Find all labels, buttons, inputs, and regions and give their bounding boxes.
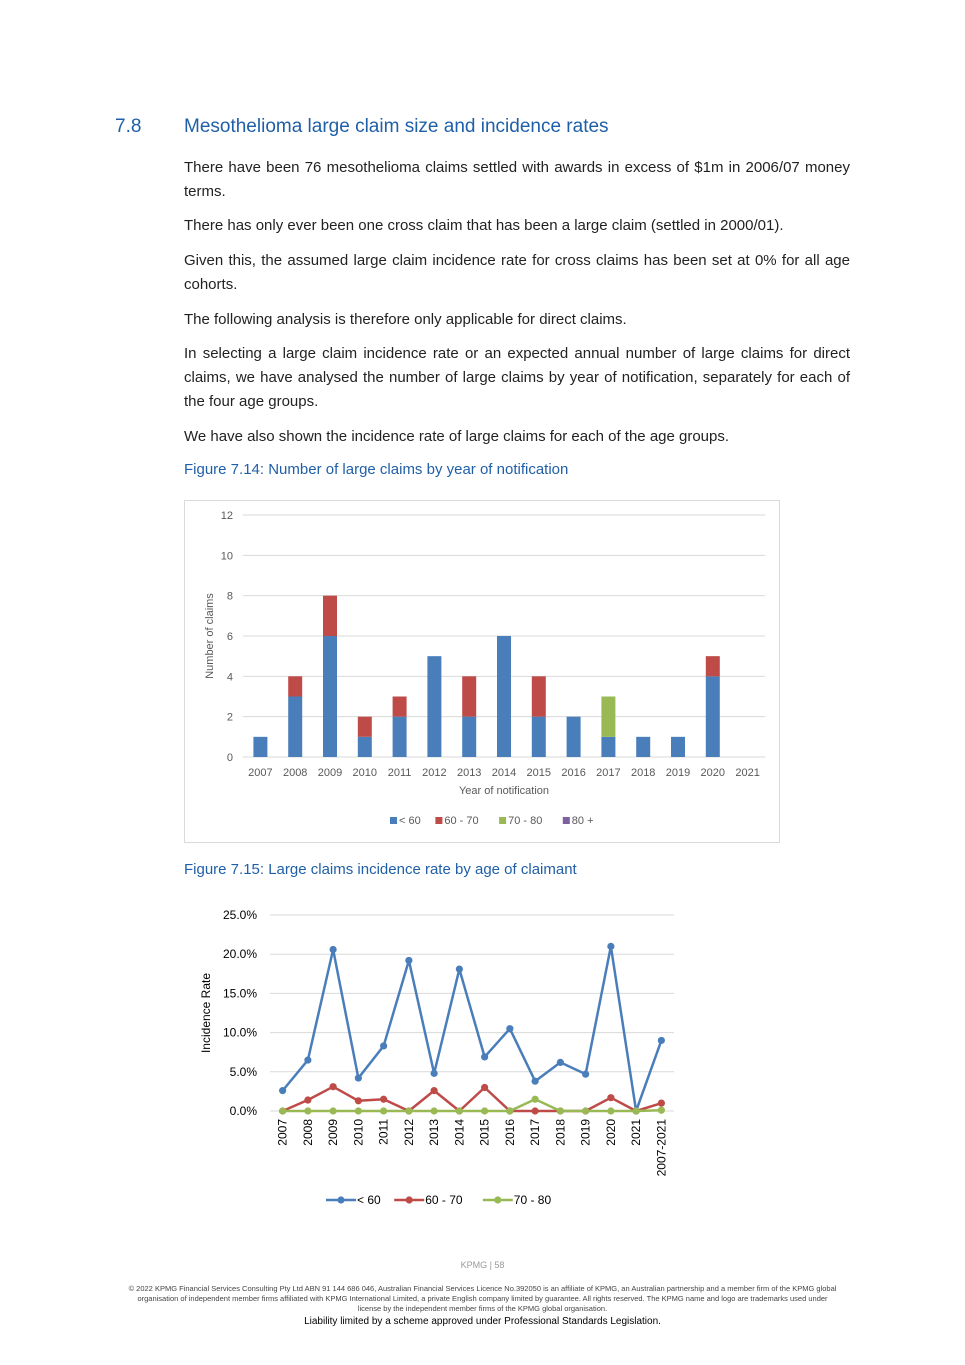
point-60-2012 — [405, 957, 412, 964]
paragraph-incidence: We have also shown the incidence rate of large claims for each of the age groups. — [184, 428, 730, 445]
point-6070-2017 — [532, 1107, 539, 1114]
bar-2015-60 — [532, 717, 546, 757]
point-60-2019 — [582, 1071, 589, 1078]
x-tick-label: 2018 — [630, 767, 656, 779]
point-7080-2014 — [456, 1107, 463, 1114]
paragraph-analysis-scope: The following analysis is therefore only applicable for direct claims. — [184, 311, 627, 328]
y-tick-label: 0.0% — [229, 1104, 257, 1118]
bar-2011-60 — [393, 717, 407, 757]
bar-2020-6070 — [706, 656, 720, 676]
point-6070-2008 — [304, 1096, 311, 1103]
bar-2015-6070 — [532, 676, 546, 716]
point-7080-2009 — [330, 1107, 337, 1114]
x-tick-label: 2021 — [735, 767, 760, 779]
y-tick-label: 10 — [220, 550, 233, 563]
x-tick-label: 2008 — [282, 767, 308, 779]
bar-2012-60 — [427, 656, 441, 757]
x-tick-label: 2009 — [326, 1119, 341, 1146]
x-tick-label: 2017 — [596, 767, 621, 779]
x-tick-label: 2020 — [603, 1119, 618, 1146]
x-tick-label: 2020 — [700, 767, 726, 779]
x-tick-label: 2015 — [526, 767, 552, 779]
y-tick-label: 20.0% — [222, 947, 257, 962]
point-6070-2009 — [330, 1083, 337, 1090]
y-tick-label: 8 — [226, 590, 233, 603]
x-tick-label: 2009 — [317, 767, 343, 779]
point-6070-2007-2021 — [658, 1100, 665, 1107]
bar-2010-60 — [358, 737, 372, 757]
paragraph-assumed-rate: Given this, the assumed large claim incidence rate for cross claims has been set at 0% for all age cohorts. — [184, 252, 850, 293]
x-tick-label: 2016 — [502, 1119, 517, 1146]
point-6070-2011 — [380, 1096, 387, 1103]
legend-swatch — [499, 817, 506, 824]
point-60-2010 — [355, 1074, 362, 1081]
point-7080-2016 — [506, 1107, 513, 1114]
x-tick-label: 2012 — [401, 1119, 416, 1146]
y-axis-title: Incidence Rate — [199, 972, 213, 1054]
point-60-2016 — [506, 1025, 513, 1032]
y-axis-title: Number of claims — [204, 593, 216, 679]
x-tick-label: 2017 — [528, 1119, 543, 1146]
legend-marker — [406, 1196, 413, 1203]
point-7080-2019 — [582, 1107, 589, 1114]
x-tick-label: 2019 — [578, 1119, 593, 1146]
y-tick-label: 15.0% — [222, 986, 257, 1001]
point-6070-2013 — [431, 1087, 438, 1094]
y-tick-label: 4 — [226, 671, 233, 684]
legend-label: 80 + — [571, 815, 594, 827]
legend-marker — [494, 1196, 501, 1203]
bar-2017-7080 — [601, 697, 615, 737]
paragraph-method: In selecting a large claim incidence rate or an expected annual number of large claims for direct claims, we have analysed the number of large claims by year of notification, separately for each of the four age groups. — [184, 345, 850, 410]
bar-2011-6070 — [393, 697, 407, 717]
footer-liability: Liability limited by a scheme approved under Professional Standards Legislation. — [304, 1316, 661, 1327]
bar-2009-6070 — [323, 596, 337, 636]
point-7080-2017 — [532, 1096, 539, 1103]
point-60-2018 — [557, 1059, 564, 1066]
paragraph-large-claims-count: There have been 76 mesothelioma claims settled with awards in excess of $1m in 2006/07 money terms. — [184, 159, 850, 200]
x-tick-label: 2007-2021 — [654, 1119, 669, 1177]
legend-label: < 60 — [357, 1193, 381, 1207]
footer-copyright: © 2022 KPMG Financial Services Consulting Pty Ltd ABN 91 144 686 046, Australian Financial Services Licence No.392050 is an affiliate of KPMG, an Australian partnership and a member firm of the KPMG global organisation of independent member firms affiliated with KPMG International Limited, a private English company limited by guarantee. All rights reserved. The KPMG name and logo are trademarks used under license by the independent member firms of the KPMG global organisation. — [128, 1284, 837, 1313]
x-axis-title: Year of notification — [458, 785, 550, 797]
bar-2013-6070 — [462, 676, 476, 716]
bar-2016-60 — [567, 717, 581, 757]
chart-frame — [184, 500, 780, 843]
point-7080-2008 — [304, 1107, 311, 1114]
bar-2020-60 — [706, 676, 720, 757]
legend-swatch — [390, 817, 397, 824]
point-7080-2020 — [607, 1107, 614, 1114]
bar-2010-6070 — [358, 717, 372, 737]
legend-label: 70 - 80 — [513, 1193, 552, 1207]
legend-label: 60 - 70 — [425, 1193, 463, 1207]
bar-2007-60 — [253, 737, 267, 757]
point-6070-2020 — [607, 1094, 614, 1101]
point-7080-2012 — [405, 1107, 412, 1114]
x-tick-label: 2021 — [629, 1119, 644, 1146]
legend-label: 60 - 70 — [444, 815, 479, 827]
point-7080-2015 — [481, 1107, 488, 1114]
bar-2018-60 — [636, 737, 650, 757]
x-tick-label: 2014 — [491, 767, 517, 779]
figure-7-15-caption: Figure 7.15: Large claims incidence rate by age of claimant — [184, 861, 577, 878]
bar-2008-60 — [288, 697, 302, 758]
section-title: Mesothelioma large claim size and incidence rates — [184, 116, 609, 137]
x-tick-label: 2016 — [561, 767, 586, 779]
x-tick-label: 2007 — [248, 767, 273, 779]
point-7080-2013 — [431, 1107, 438, 1114]
x-tick-label: 2019 — [665, 767, 691, 779]
x-tick-label: 2007 — [275, 1119, 290, 1146]
point-7080-2011 — [380, 1107, 387, 1114]
y-tick-label: 12 — [220, 510, 233, 522]
x-tick-label: 2010 — [352, 767, 378, 779]
incidence-rate-line-chart — [190, 900, 690, 1220]
legend-marker — [337, 1196, 344, 1203]
y-tick-label: 10.0% — [222, 1025, 257, 1040]
series-line-60 — [283, 946, 662, 1111]
point-60-2017 — [532, 1078, 539, 1085]
point-6070-2015 — [481, 1084, 488, 1091]
x-tick-label: 2008 — [300, 1119, 315, 1146]
point-7080-2007-2021 — [658, 1107, 665, 1114]
point-60-2011 — [380, 1042, 387, 1049]
footer-page-number: KPMG | 58 — [460, 1260, 505, 1270]
point-7080-2018 — [557, 1107, 564, 1114]
bar-2014-60 — [497, 636, 511, 757]
figure-7-14-caption: Figure 7.14: Number of large claims by year of notification — [184, 461, 569, 478]
x-tick-label: 2011 — [387, 767, 412, 779]
x-tick-label: 2011 — [376, 1119, 391, 1145]
paragraph-cross-claim: There has only ever been one cross claim that has been a large claim (settled in 2000/01). — [184, 217, 784, 234]
y-tick-label: 0 — [226, 752, 233, 764]
bar-2008-6070 — [288, 676, 302, 696]
bar-2017-60 — [601, 737, 615, 757]
bar-2019-60 — [671, 737, 685, 757]
large-claims-bar-chart — [185, 501, 779, 842]
y-tick-label: 25.0% — [222, 908, 257, 922]
bar-2009-60 — [323, 636, 337, 757]
section-number: 7.8 — [115, 116, 142, 137]
y-tick-label: 6 — [226, 631, 233, 643]
point-60-2020 — [607, 943, 614, 950]
legend-swatch — [563, 817, 570, 824]
x-tick-label: 2010 — [351, 1119, 366, 1146]
point-7080-2021 — [633, 1107, 640, 1114]
x-tick-label: 2014 — [452, 1119, 467, 1146]
series-line-6070 — [283, 1087, 662, 1111]
point-7080-2007 — [279, 1107, 286, 1114]
y-tick-label: 5.0% — [229, 1064, 257, 1079]
x-tick-label: 2013 — [427, 1119, 442, 1146]
y-tick-label: 2 — [226, 711, 233, 724]
point-60-2007-2021 — [658, 1037, 665, 1044]
point-60-2015 — [481, 1053, 488, 1060]
bar-2013-60 — [462, 717, 476, 757]
point-7080-2010 — [355, 1107, 362, 1114]
point-60-2007 — [279, 1087, 286, 1094]
point-60-2008 — [304, 1056, 311, 1063]
point-6070-2010 — [355, 1097, 362, 1104]
legend-swatch — [435, 817, 442, 824]
x-tick-label: 2018 — [553, 1119, 568, 1146]
x-tick-label: 2012 — [422, 767, 447, 779]
x-tick-label: 2013 — [456, 767, 482, 779]
point-60-2014 — [456, 965, 463, 972]
point-60-2013 — [431, 1070, 438, 1077]
x-tick-label: 2015 — [477, 1119, 492, 1146]
point-60-2009 — [330, 946, 337, 953]
legend-label: < 60 — [399, 815, 421, 827]
legend-label: 70 - 80 — [508, 815, 543, 827]
